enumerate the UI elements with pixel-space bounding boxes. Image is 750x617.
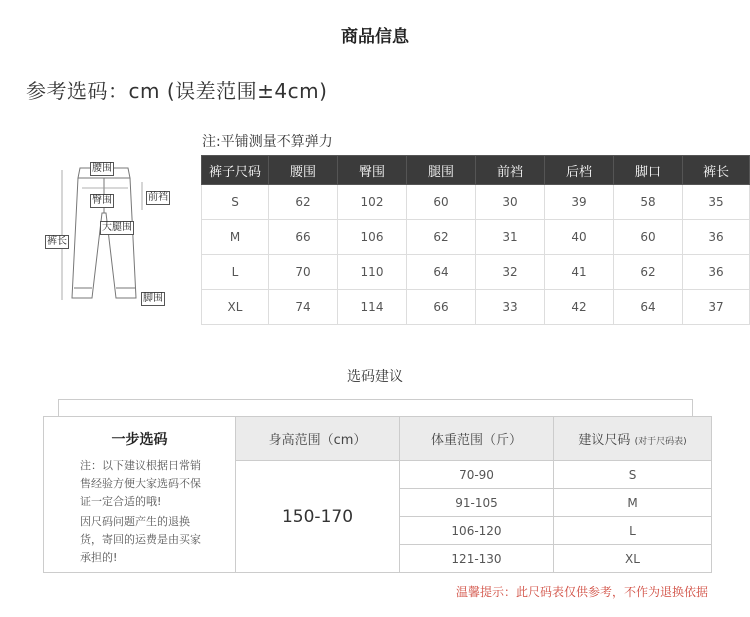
pants-label-hem: 脚围 — [143, 293, 163, 304]
size-recommend-table — [43, 416, 712, 573]
size-chart-table — [201, 155, 750, 325]
height-range: 150-170 — [236, 461, 400, 573]
warning-note: 温馨提示：此尺码表仅供参考，不作为退换依据 — [455, 585, 708, 599]
table-cell: 66 — [269, 220, 338, 255]
table-cell: 102 — [338, 185, 407, 220]
table-row — [202, 255, 750, 290]
header-hip: 臀围 — [338, 156, 407, 185]
table-cell: 35 — [683, 185, 750, 220]
recommend-section-title: 选码建议 — [347, 369, 403, 385]
table-cell: 36 — [683, 220, 750, 255]
header-suggested-size-label: 建议尺码 — [578, 433, 631, 448]
size-reference: 参考选码：cm (误差范围±4cm) — [26, 79, 328, 103]
table-cell: 62 — [614, 255, 683, 290]
header-size: 裤子尺码 — [202, 156, 269, 185]
recommend-top-bar — [58, 399, 693, 417]
table-cell: M — [202, 220, 269, 255]
size-cell: M — [554, 489, 712, 517]
header-length: 裤长 — [683, 156, 750, 185]
header-suggested-size-note: (对于尺码表) — [634, 437, 687, 447]
header-back-rise: 后档 — [545, 156, 614, 185]
pants-label-waist: 腰围 — [92, 163, 112, 174]
table-cell: 106 — [338, 220, 407, 255]
pants-label-length: 裤长 — [47, 236, 67, 247]
measurement-note: 注:平铺测量不算弹力 — [202, 134, 333, 150]
table-cell: 62 — [407, 220, 476, 255]
weight-cell: 106-120 — [400, 517, 554, 545]
table-cell: 36 — [683, 255, 750, 290]
table-cell: 37 — [683, 290, 750, 325]
pants-label-front-rise: 前裆 — [148, 192, 168, 203]
header-front-rise: 前裆 — [476, 156, 545, 185]
table-cell: 60 — [407, 185, 476, 220]
pants-diagram — [42, 158, 172, 308]
table-cell: L — [202, 255, 269, 290]
table-cell: 74 — [269, 290, 338, 325]
table-cell: 42 — [545, 290, 614, 325]
header-weight: 体重范围（斤） — [400, 417, 554, 461]
table-cell: 30 — [476, 185, 545, 220]
size-cell: L — [554, 517, 712, 545]
table-cell: 33 — [476, 290, 545, 325]
weight-cell: 121-130 — [400, 545, 554, 573]
table-cell: 40 — [545, 220, 614, 255]
header-waist: 腰围 — [269, 156, 338, 185]
table-cell: XL — [202, 290, 269, 325]
header-height: 身高范围（cm） — [236, 417, 400, 461]
table-cell: 62 — [269, 185, 338, 220]
table-cell: 70 — [269, 255, 338, 290]
pants-label-thigh: 大腿围 — [102, 222, 132, 233]
table-cell: 58 — [614, 185, 683, 220]
table-cell: 66 — [407, 290, 476, 325]
table-cell: S — [202, 185, 269, 220]
table-cell: 110 — [338, 255, 407, 290]
table-cell: 64 — [614, 290, 683, 325]
table-cell: 64 — [407, 255, 476, 290]
recommend-info-panel — [44, 417, 236, 573]
pants-label-hip: 臀围 — [92, 195, 112, 206]
recommend-note-2: 因尺码问题产生的退换货，寄回的运费是由买家承担的! — [80, 515, 201, 564]
recommend-left-title: 一步选码 — [111, 432, 168, 448]
header-hem: 脚口 — [614, 156, 683, 185]
table-cell: 39 — [545, 185, 614, 220]
table-row — [202, 185, 750, 220]
header-suggested-size — [554, 417, 712, 461]
weight-cell: 91-105 — [400, 489, 554, 517]
table-cell: 31 — [476, 220, 545, 255]
header-thigh: 腿围 — [407, 156, 476, 185]
table-cell: 32 — [476, 255, 545, 290]
table-cell: 114 — [338, 290, 407, 325]
page-title: 商品信息 — [341, 27, 409, 47]
table-row — [202, 220, 750, 255]
table-row — [202, 290, 750, 325]
table-cell: 60 — [614, 220, 683, 255]
size-cell: XL — [554, 545, 712, 573]
recommend-note-1: 注：以下建议根据日常销售经验方便大家选码不保证一定合适的哦! — [80, 459, 201, 508]
size-table-header-row — [202, 156, 750, 185]
table-cell: 41 — [545, 255, 614, 290]
weight-cell: 70-90 — [400, 461, 554, 489]
size-cell: S — [554, 461, 712, 489]
